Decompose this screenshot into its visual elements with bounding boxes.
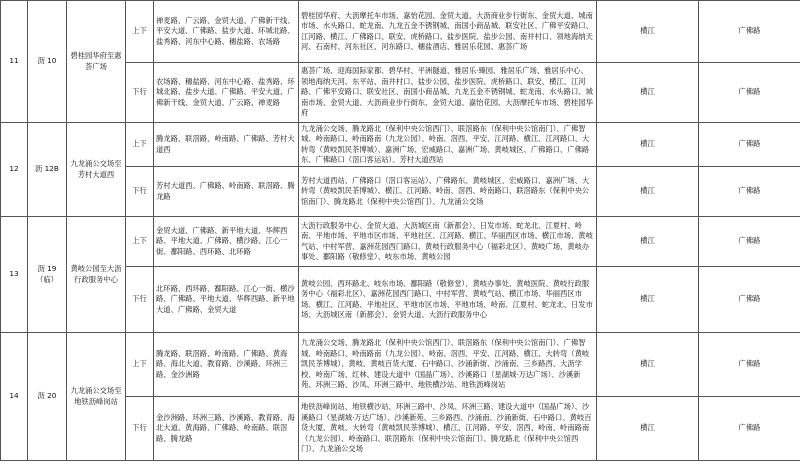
direction: 上下 [126,123,154,167]
stops-cell: 芳村大道西站、广佛路口（滘口客运站）、广佛路东、黄岐城区、宏威路口、嘉洲广场、大转弯（黄岐凯民茶博城）、横江、江河路、岭南、滘西、岭南路口、联滘路东（保利中央公馆南门）、腾龙路北（保利中央公馆西门）、九龙涌公交场 [299,167,597,217]
stops-cell: 九龙涌公交场、腾龙路北（保利中央公馆西门）、联滘路东（保利中央公馆南门）、广佛智城、岭南路口、岭南路南（九龙公园）、岭南、滘西、平安、江河路、横江、江河路口、大转弯（黄岐凯民茶博城）、嘉洲广场、宏威路口、嘉洲广场、黄岐城区、广佛路口、广佛路东、广佛路口（滘口客运站）、芳村大道西站 [299,123,597,167]
town-cell: 横江 [597,267,699,333]
table-row [1,217,800,267]
roads-cell: 金贸大道、广佛路、新平地大道、华辉西路、平地大道、广佛路、横沙路、江心一街、鄱阳路、西环路、北环路 [154,217,299,267]
stops-cell: 黄岐公园、西环路北、岐东市场、鄱阳路（敬修堂）、黄岐办事处、黄岐医院、黄岐行政服务中心（福彩北区）、嘉洲花园西门路口、中村军营、黄岐气站、横江市场、华丽西区市场、横江、江河路、平地社区、平地市区市场、平地市场、岭南、江夏村、蛇龙北、日发市场、大沥城区南（新都会）、金贸大道、大沥行政服务中心 [299,267,597,333]
roads-cell: 农场路、穗盐路、河东中心路、盐秀路、环城北路、盐步大道、广佛路、平安大道、广佛新干线、金贸大道、广云路、禅麦路 [154,63,299,123]
town-cell: 横江 [597,63,699,123]
roads-cell: 腾龙路、联滘路、岭南路、广佛路、芳村大道西 [154,123,299,167]
roads-cell: 腾龙路、联滘路、岭南路、广佛路、黄海路、海北大道、教育路、沙溪路、环洲三路、金沙洲路 [154,333,299,397]
route-number: 13 [1,217,28,333]
road-cell: 广佛路 [699,1,800,63]
route-name: 沥 19（临） [28,217,67,333]
town-cell: 横江 [597,167,699,217]
town-cell: 横江 [597,333,699,397]
direction: 下行 [126,167,154,217]
road-cell: 广佛路 [699,63,800,123]
roads-cell: 北环路、西环路、鄱阳路、江心一街、横沙路、广佛路、平地大道、华辉西路、新平地大道、广佛路、金贸大道 [154,267,299,333]
town-cell: 横江 [597,217,699,267]
table-row [1,1,800,63]
road-cell: 广佛路 [699,217,800,267]
route-number: 11 [1,1,28,123]
road-cell: 广佛路 [699,123,800,167]
stops-cell: 九龙涌公交场、腾龙路北（保利中央公馆西门）、联滘路东（保利中央公馆南门）、广佛智城、岭南路口、岭南路南（九龙公园）、岭南、滘西、平安、江河路、横江、大转弯（黄岐凯民茶博城）、黄岐、黄岐百货大厦、石中路口、沙涌新街、沙涌南、三乡路西、大沥学校、岭南广场、红林、建设大道中（国晶广场）、沙溪路口（星湖城·万达广场）、沙溪新苑、环洲三路、沙凤、环洲三路中、地铁横沙站、地铁沥峰岗站 [299,333,597,397]
route-number: 14 [1,333,28,461]
route-terminals: 九龙涌公交场至地铁沥峰岗站 [67,333,126,461]
direction: 下行 [126,397,154,461]
route-terminals: 黄岐公园至大沥行政服务中心 [67,217,126,333]
stops-cell: 惠荟广场、迎海国际家都、碧华村、平洲隧道、雅居乐·臻园、雅居乐广场、雅居乐中心、领地海纳天河、东平站、南井村口、盐步公园、盐步医院、虎桥路口、联安、横江、江河路、广佛平安路口、联安社区、南国小商品城、九龙五金不锈钢城、蛇龙南、水头路口、城南市场、金贸大道、大沥商业步行街东、金贸大道、嘉怡花园、大沥摩托车市场、碧桂园华府 [299,63,597,123]
roads-cell: 禅麦路、广云路、金贸大道、广佛新干线、平安大道、广佛路、盐步大道、环城北路、盐秀路、河东中心路、穗盐路、农场路 [154,1,299,63]
stops-cell: 地铁沥峰岗站、地铁横沙站、环洲三路中、沙凤、环洲三路、建设大道中（国晶广场）、沙溪路口（星湖城·万达广场）、沙溪新苑、三乡路西、沙涌南、沙涌新街、石中路口、黄岐百货大厦、黄岐、大转弯（黄岐凯民茶博城）、横江、江河路、平安、滘西、岭南、岭南路南（九龙公园）、岭南路口、联滘路东（保利中央公馆南门）、腾龙路北（保利中央公馆西门）、九龙涌公交场 [299,397,597,461]
route-name: 沥 20 [28,333,67,461]
roads-cell: 金沙洲路、环洲三路、沙溪路、教育路、海北大道、黄海路、广佛路、岭南路、联滘路、腾龙路 [154,397,299,461]
stops-cell: 碧桂园华府、大沥摩托车市场、嘉怡花园、金贸大道、大沥商业步行街东、金贸大道、城南市场、水头路口、蛇龙南、九龙五金不锈钢城、南国小商品城、联安社区、广佛平安路口、江河路、横江、广佛路口、联安、虎桥路口、盐步医院、盐步公园、南井村口、领地海纳天河、石南村、河东社区、河东路口、穗盐酒店、雅居乐花园、惠荟广场 [299,1,597,63]
route-number: 12 [1,123,28,217]
direction: 下行 [126,267,154,333]
town-cell: 横江 [597,1,699,63]
road-cell: 广佛路 [699,167,800,217]
direction: 下行 [126,63,154,123]
route-terminals: 九龙涌公交场至芳村大道西 [67,123,126,217]
town-cell: 横江 [597,123,699,167]
route-name: 沥 10 [28,1,67,123]
direction: 上下 [126,1,154,63]
direction: 上下 [126,217,154,267]
stops-cell: 大沥行政服务中心、金贸大道、大沥城区南（新都会）、日发市场、蛇龙北、江夏村、岭南、平地市场、平地市区市场、平地社区、江河路、横江、华丽西区市场、横江市场、黄岐气站、中村军营、嘉洲花园西门路口、黄岐行政服务中心（福彩北区）、黄岐广场、黄岐办事处、鄱阳路（敬修堂）、岐东市场、黄岐公园 [299,217,597,267]
table-row [1,123,800,167]
route-name: 沥 12B [28,123,67,217]
road-cell: 广佛路 [699,267,800,333]
road-cell: 广佛路 [699,333,800,397]
road-cell: 广佛路 [699,397,800,461]
roads-cell: 芳村大道西、广佛路、岭南路、联滘路、腾龙路 [154,167,299,217]
table-row [1,333,800,397]
direction: 上下 [126,333,154,397]
route-terminals: 碧桂园华府至惠荟广场 [67,1,126,123]
town-cell: 横江 [597,397,699,461]
